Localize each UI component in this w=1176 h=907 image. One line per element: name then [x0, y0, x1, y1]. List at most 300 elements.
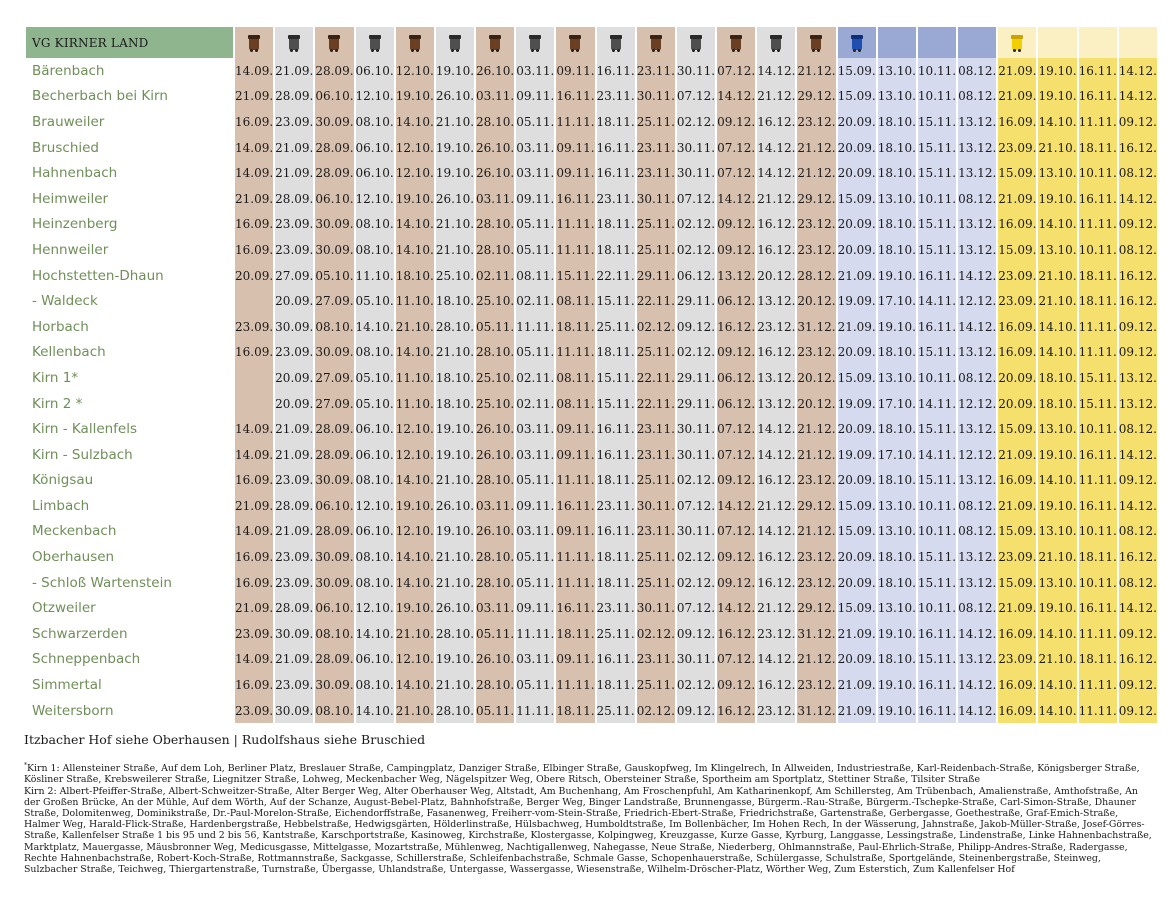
- pickup-date-cell: 15.11.: [597, 288, 635, 314]
- header-brown-column: [476, 27, 514, 58]
- pickup-date-cell: 28.10.: [436, 698, 474, 724]
- pickup-date-cell: 14.10.: [1038, 468, 1076, 494]
- table-row: [26, 135, 1157, 161]
- pickup-date-cell: 13.10.: [878, 186, 916, 212]
- table-row: [26, 647, 1157, 673]
- pickup-date-cell: 18.11.: [597, 109, 635, 135]
- pickup-date-cell: 16.09.: [998, 672, 1036, 698]
- pickup-date-cell: 21.09.: [275, 416, 313, 442]
- pickup-date-cell: 13.10.: [1038, 570, 1076, 596]
- pickup-date-cell: 27.09.: [275, 263, 313, 289]
- grey-bin-icon: [690, 35, 702, 51]
- pickup-date-cell: 18.11.: [597, 672, 635, 698]
- pickup-date-cell: 16.11.: [918, 263, 956, 289]
- pickup-date-cell: 06.12.: [677, 263, 715, 289]
- pickup-date-cell: 14.12.: [757, 160, 795, 186]
- pickup-date-cell: 25.11.: [597, 621, 635, 647]
- pickup-date-cell: 21.09.: [275, 519, 313, 545]
- pickup-date-cell: 16.12.: [717, 314, 755, 340]
- pickup-date-cell: 09.12.: [677, 621, 715, 647]
- pickup-date-cell: 16.12.: [717, 698, 755, 724]
- pickup-date-cell: 23.09.: [275, 212, 313, 238]
- pickup-date-cell: 28.09.: [315, 519, 353, 545]
- header-brown-column: [396, 27, 434, 58]
- pickup-date-cell: 11.11.: [556, 109, 594, 135]
- pickup-date-cell: 21.09.: [998, 442, 1036, 468]
- pickup-date-cell: 16.09.: [235, 109, 273, 135]
- pickup-date-cell: 23.11.: [597, 493, 635, 519]
- pickup-date-cell: 02.12.: [637, 698, 675, 724]
- pickup-date-cell: 16.11.: [1079, 186, 1117, 212]
- pickup-date-cell: 18.10.: [878, 570, 916, 596]
- pickup-date-cell: 15.09.: [838, 84, 876, 110]
- pickup-date-cell: 05.11.: [516, 340, 554, 366]
- pickup-date-cell: 03.11.: [516, 160, 554, 186]
- pickup-date-cell: 12.10.: [396, 160, 434, 186]
- pickup-date-cell: 08.10.: [315, 621, 353, 647]
- pickup-date-cell: 11.11.: [556, 672, 594, 698]
- location-name: Heinzenberg: [32, 216, 118, 233]
- pickup-date-cell: 13.12.: [958, 135, 996, 161]
- pickup-date-cell: 09.12.: [1119, 212, 1157, 238]
- pickup-date-cell: 28.12.: [797, 263, 835, 289]
- grey-bin-icon: [449, 35, 461, 51]
- pickup-date-cell: 16.09.: [998, 621, 1036, 647]
- pickup-date-cell: 14.12.: [958, 314, 996, 340]
- pickup-date-cell: 18.11.: [597, 340, 635, 366]
- pickup-date-cell: 14.12.: [757, 442, 795, 468]
- pickup-date-cell: 30.11.: [637, 186, 675, 212]
- pickup-date-cell: 30.11.: [637, 84, 675, 110]
- pickup-date-cell: 28.10.: [476, 109, 514, 135]
- pickup-date-cell: 02.12.: [637, 621, 675, 647]
- pickup-date-cell: 21.09.: [998, 493, 1036, 519]
- pickup-date-cell: 02.12.: [677, 570, 715, 596]
- header-blue-column: [958, 27, 996, 58]
- pickup-date-cell: 16.11.: [597, 647, 635, 673]
- pickup-date-cell: 13.10.: [1038, 416, 1076, 442]
- pickup-date-cell: 23.11.: [637, 160, 675, 186]
- pickup-date-cell: 13.10.: [878, 58, 916, 84]
- pickup-date-cell: 23.09.: [275, 672, 313, 698]
- pickup-date-cell: 21.10.: [396, 698, 434, 724]
- pickup-date-cell: 16.09.: [998, 340, 1036, 366]
- pickup-date-cell: 09.12.: [717, 237, 755, 263]
- header-brown-column: [717, 27, 755, 58]
- pickup-date-cell: 18.10.: [878, 416, 916, 442]
- pickup-date-cell: 19.10.: [1038, 186, 1076, 212]
- pickup-date-cell: 21.12.: [797, 519, 835, 545]
- pickup-date-cell: 19.10.: [878, 263, 916, 289]
- grey-bin-icon: [369, 35, 381, 51]
- pickup-date-cell: 19.10.: [1038, 493, 1076, 519]
- pickup-date-cell: 14.10.: [1038, 109, 1076, 135]
- pickup-date-cell: 05.11.: [476, 314, 514, 340]
- pickup-date-cell: 26.10.: [476, 58, 514, 84]
- pickup-date-cell: 18.10.: [878, 468, 916, 494]
- pickup-date-cell: 13.12.: [958, 647, 996, 673]
- pickup-date-cell: 15.11.: [918, 340, 956, 366]
- pickup-date-cell: 15.09.: [838, 365, 876, 391]
- pickup-date-cell: 21.09.: [275, 442, 313, 468]
- table-row: [26, 416, 1157, 442]
- header-blue-column: [838, 27, 876, 58]
- pickup-date-cell: 13.12.: [757, 288, 795, 314]
- pickup-date-cell: 20.09.: [998, 391, 1036, 417]
- pickup-date-cell: 02.12.: [677, 340, 715, 366]
- pickup-date-cell: 15.11.: [1079, 365, 1117, 391]
- pickup-date-cell: 28.10.: [476, 237, 514, 263]
- pickup-date-cell: 23.12.: [797, 109, 835, 135]
- pickup-date-cell: 21.10.: [396, 621, 434, 647]
- header-grey-column: [356, 27, 394, 58]
- pickup-date-cell: 28.09.: [315, 58, 353, 84]
- pickup-date-cell: 31.12.: [797, 698, 835, 724]
- pickup-date-cell: 23.12.: [757, 314, 795, 340]
- pickup-date-cell: 18.11.: [597, 570, 635, 596]
- table-row: [26, 595, 1157, 621]
- pickup-date-cell: 18.11.: [597, 212, 635, 238]
- pickup-date-cell: 15.09.: [838, 186, 876, 212]
- pickup-date-cell: 08.10.: [356, 544, 394, 570]
- pickup-date-cell: 21.09.: [838, 314, 876, 340]
- pickup-date-cell: 16.12.: [757, 570, 795, 596]
- pickup-date-cell: 09.12.: [717, 672, 755, 698]
- pickup-date-cell: 06.10.: [315, 186, 353, 212]
- pickup-date-cell: 21.09.: [275, 160, 313, 186]
- table-row: [26, 391, 1157, 417]
- header-row: [26, 27, 1157, 58]
- pickup-date-cell: 26.10.: [436, 186, 474, 212]
- pickup-date-cell: 15.11.: [918, 237, 956, 263]
- pickup-date-cell: 08.11.: [556, 365, 594, 391]
- pickup-date-cell: 14.10.: [396, 109, 434, 135]
- pickup-date-cell: 15.09.: [838, 493, 876, 519]
- pickup-date-cell: 09.12.: [1119, 340, 1157, 366]
- pickup-date-cell: 21.12.: [757, 84, 795, 110]
- location-name: Kellenbach: [32, 344, 106, 361]
- pickup-date-cell: 15.09.: [998, 519, 1036, 545]
- pickup-date-cell: 16.11.: [556, 493, 594, 519]
- pickup-date-cell: 02.12.: [677, 237, 715, 263]
- pickup-date-cell: 22.11.: [637, 391, 675, 417]
- pickup-date-cell: 07.12.: [717, 135, 755, 161]
- pickup-date-cell: 21.10.: [1038, 135, 1076, 161]
- pickup-date-cell: 12.10.: [396, 58, 434, 84]
- pickup-date-cell: 15.09.: [998, 416, 1036, 442]
- table-row: [26, 58, 1157, 84]
- pickup-date-cell: 19.10.: [396, 493, 434, 519]
- pickup-date-cell: 16.09.: [998, 109, 1036, 135]
- pickup-date-cell: 10.11.: [1079, 237, 1117, 263]
- pickup-date-cell: 21.09.: [838, 698, 876, 724]
- pickup-date-cell: 20.12.: [797, 391, 835, 417]
- pickup-date-cell: 15.11.: [918, 570, 956, 596]
- pickup-date-cell: 02.11.: [476, 263, 514, 289]
- pickup-date-cell: 30.09.: [315, 109, 353, 135]
- pickup-date-cell: 23.09.: [998, 263, 1036, 289]
- pickup-date-cell: 03.11.: [516, 416, 554, 442]
- pickup-date-cell: 12.10.: [396, 135, 434, 161]
- pickup-date-cell: 07.12.: [717, 519, 755, 545]
- pickup-date-cell: 14.10.: [1038, 314, 1076, 340]
- pickup-date-cell: 21.12.: [757, 493, 795, 519]
- pickup-date-cell: 02.11.: [516, 365, 554, 391]
- pickup-date-cell: 14.12.: [1119, 186, 1157, 212]
- pickup-date-cell: 30.09.: [275, 314, 313, 340]
- footnote-kirn1-text: Kirn 1: Allensteiner Straße, Auf dem Loh, Berliner Platz, Breslauer Straße, Campingplatz, Danziger Straße, Elbinger Straße, Gauskopfweg, Im Klingelrech, In Allweiden, Industriestraße, Karl-Reidenbach-Straße, Königsberger Straße, Kösliner Straße, Krebsweilerer Straße, Liegnitzer Straße, Lohweg, Meckenbacher Weg, Nägelspitzer Weg, Obere Ritsch, Obersteiner Straße, Sportheim am Sportplatz, Stettiner Straße, Tilsiter Straße: [24, 763, 1140, 786]
- pickup-date-cell: 06.10.: [356, 647, 394, 673]
- pickup-date-cell: 26.10.: [436, 84, 474, 110]
- pickup-date-cell: 11.11.: [556, 212, 594, 238]
- pickup-date-cell: 20.09.: [838, 237, 876, 263]
- pickup-date-cell: 16.09.: [998, 314, 1036, 340]
- pickup-date-cell: 20.09.: [838, 647, 876, 673]
- pickup-date-cell: 18.10.: [1038, 391, 1076, 417]
- pickup-date-cell: 14.12.: [958, 263, 996, 289]
- pickup-date-cell: 07.12.: [677, 186, 715, 212]
- pickup-date-cell: 18.10.: [878, 237, 916, 263]
- location-name: Otzweiler: [32, 600, 96, 617]
- grey-bin-icon: [610, 35, 622, 51]
- pickup-date-cell: 16.12.: [1119, 263, 1157, 289]
- pickup-date-cell: 16.12.: [757, 212, 795, 238]
- pickup-date-cell: 13.10.: [878, 595, 916, 621]
- pickup-date-cell: 09.12.: [717, 340, 755, 366]
- location-name: Becherbach bei Kirn: [32, 88, 168, 105]
- pickup-date-cell: 16.09.: [235, 468, 273, 494]
- pickup-date-cell: 16.12.: [1119, 544, 1157, 570]
- location-name: Oberhausen: [32, 549, 115, 566]
- pickup-date-cell: 16.11.: [597, 160, 635, 186]
- pickup-date-cell: 03.11.: [516, 647, 554, 673]
- pickup-date-cell: 02.12.: [637, 314, 675, 340]
- pickup-date-cell: 23.12.: [757, 621, 795, 647]
- pickup-date-cell: 08.10.: [315, 698, 353, 724]
- pickup-date-cell: 23.09.: [235, 698, 273, 724]
- table-row: [26, 109, 1157, 135]
- header-brown-column: [315, 27, 353, 58]
- pickup-date-cell: 21.09.: [998, 84, 1036, 110]
- pickup-date-cell: 21.09.: [235, 493, 273, 519]
- pickup-date-cell: 19.10.: [396, 84, 434, 110]
- pickup-date-cell: 11.10.: [396, 365, 434, 391]
- pickup-date-cell: 11.11.: [1079, 468, 1117, 494]
- pickup-date-cell: 23.09.: [275, 237, 313, 263]
- pickup-date-cell: 30.11.: [677, 442, 715, 468]
- pickup-date-cell: 10.11.: [1079, 570, 1117, 596]
- pickup-date-cell: 14.10.: [1038, 340, 1076, 366]
- pickup-date-cell: 30.11.: [677, 160, 715, 186]
- pickup-date-cell: 20.09.: [235, 263, 273, 289]
- pickup-date-cell: 16.11.: [918, 621, 956, 647]
- pickup-date-cell: 13.10.: [878, 84, 916, 110]
- pickup-date-cell: 15.11.: [918, 468, 956, 494]
- pickup-date-cell: 09.12.: [717, 109, 755, 135]
- pickup-date-cell: 08.10.: [315, 314, 353, 340]
- table-row: [26, 186, 1157, 212]
- pickup-date-cell: 30.09.: [315, 544, 353, 570]
- pickup-date-cell: 23.11.: [637, 135, 675, 161]
- pickup-date-cell: 21.09.: [998, 595, 1036, 621]
- pickup-date-cell: 15.11.: [597, 365, 635, 391]
- pickup-date-cell: 09.12.: [1119, 314, 1157, 340]
- pickup-date-cell: 18.11.: [1079, 544, 1117, 570]
- pickup-date-cell: 23.12.: [797, 237, 835, 263]
- pickup-date-cell: 28.10.: [436, 621, 474, 647]
- pickup-date-cell: 05.10.: [315, 263, 353, 289]
- pickup-date-cell: 27.09.: [315, 365, 353, 391]
- pickup-date-cell: 13.12.: [958, 570, 996, 596]
- pickup-date-cell: 09.12.: [1119, 468, 1157, 494]
- pickup-date-cell: 14.10.: [356, 621, 394, 647]
- pickup-date-cell: 16.11.: [556, 186, 594, 212]
- pickup-date-cell: 14.12.: [1119, 84, 1157, 110]
- pickup-date-cell: 23.11.: [597, 595, 635, 621]
- pickup-date-cell: 07.12.: [677, 493, 715, 519]
- pickup-date-cell: [235, 391, 273, 417]
- pickup-date-cell: 21.09.: [838, 621, 876, 647]
- pickup-date-cell: 14.12.: [1119, 595, 1157, 621]
- pickup-date-cell: 08.10.: [356, 109, 394, 135]
- pickup-date-cell: 22.11.: [637, 365, 675, 391]
- pickup-date-cell: 11.11.: [1079, 212, 1117, 238]
- location-name: - Schloß Wartenstein: [32, 574, 172, 591]
- pickup-date-cell: 03.11.: [476, 493, 514, 519]
- pickup-date-cell: 19.10.: [436, 58, 474, 84]
- pickup-date-cell: 20.09.: [838, 416, 876, 442]
- pickup-date-cell: 02.12.: [677, 212, 715, 238]
- pickup-date-cell: 15.11.: [918, 160, 956, 186]
- pickup-date-cell: 26.10.: [476, 442, 514, 468]
- pickup-date-cell: 13.12.: [958, 416, 996, 442]
- pickup-date-cell: 21.09.: [275, 647, 313, 673]
- pickup-date-cell: 28.10.: [476, 468, 514, 494]
- pickup-date-cell: 22.11.: [597, 263, 635, 289]
- pickup-date-cell: 20.09.: [275, 391, 313, 417]
- brown-bin-icon: [569, 35, 581, 51]
- pickup-date-cell: 09.11.: [516, 493, 554, 519]
- pickup-date-cell: 30.11.: [637, 595, 675, 621]
- pickup-date-cell: 17.10.: [878, 288, 916, 314]
- pickup-date-cell: 15.11.: [556, 263, 594, 289]
- pickup-date-cell: 28.10.: [476, 672, 514, 698]
- pickup-date-cell: 21.10.: [436, 340, 474, 366]
- pickup-date-cell: 26.10.: [436, 493, 474, 519]
- pickup-date-cell: 23.11.: [637, 519, 675, 545]
- pickup-date-cell: 03.11.: [476, 84, 514, 110]
- pickup-date-cell: 09.12.: [717, 212, 755, 238]
- pickup-date-cell: 08.12.: [958, 186, 996, 212]
- pickup-date-cell: 19.10.: [1038, 595, 1076, 621]
- pickup-date-cell: 10.11.: [1079, 160, 1117, 186]
- footnote-kirn2-text: Kirn 2: Albert-Pfeiffer-Straße, Albert-Schweitzer-Straße, Alter Berger Weg, Alter Oberhauser Weg, Altstadt, Am Buchenhang, Am Froschenpfuhl, Am Katharinenkopf, Am Schillersteg, Am Trübenbach, Amalienstraße, Amthofstraße, An der Großen Brücke, An der Mühle, Auf dem Wörth, Auf der Schanze, August-Bebel-Platz, Bahnhofstraße, Berger Weg, Binger Landstraße, Brunnengasse, Bürgerm.-Rau-Straße, Bürgerm.-Tschepke-Straße, Carl-Simon-Straße, Dhauner Straße, Dolomitenweg, Dominikstraße, Dr.-Paul-Morelon-Straße, Eichendorffstraße, Fasanenweg, Freiherr-vom-Stein-Straße, Friedrich-Ebert-Straße, Friedrichstraße, Gartenstraße, Gerbergasse, Goethestraße, Graf-Emich-Straße, Halmer Weg, Harald-Flick-Straße, Hardenbergstraße, Hebbelstraße, Hedwigsgärten, Hölderlinstraße, Hülsbachweg, Humboldtstraße, Im Bollenbächer, Im Hohen Rech, In der Wässerung, Jahnstraße, Jakob-Müller-Straße, Josef-Görres-Straße, Kallenfelser Straße 1 bis 95 und 2 bis 56, Kantstraße, Karschportstraße, Kasinoweg, Kirchstraße, Klostergasse, Kolpingweg, Kreuzgasse, Kurze Gasse, Kyrburg, Langgasse, Lessingstraße, Lindenstraße, Linke Hahnenbachstraße, Marktplatz, Mauergasse, Mäusbronner Weg, Medicusgasse, Mittelgasse, Mozartstraße, Mühlenweg, Nachtigallenweg, Nahegasse, Neue Straße, Niederberg, Ohlmannstraße, Paul-Ehrlich-Straße, Philipp-Andres-Straße, Radergasse, Rechte Hahnenbachstraße, Robert-Koch-Straße, Rottmannstraße, Sackgasse, Schillerstraße, Schleifenbachstraße, Schmale Gasse, Schopenhauerstraße, Schülergasse, Schulstraße, Sportgelände, Steinenbergstraße, Steinweg, Sulzbacher Straße, Teichweg, Thiergartenstraße, Turnstraße, Übergasse, Uhlandstraße, Untergasse, Wassergasse, Wiesenstraße, Wilhelm-Dröscher-Platz, Wörther Weg, Zum Esterstich, Zum Kallenfelser Hof: [24, 785, 1152, 875]
- pickup-date-cell: 06.12.: [717, 365, 755, 391]
- pickup-date-cell: 13.10.: [1038, 519, 1076, 545]
- pickup-date-cell: 08.12.: [958, 58, 996, 84]
- pickup-date-cell: 30.09.: [275, 698, 313, 724]
- pickup-date-cell: 23.12.: [797, 544, 835, 570]
- table-row: [26, 544, 1157, 570]
- location-name: Schneppenbach: [32, 651, 141, 668]
- location-name: Bärenbach: [32, 62, 105, 79]
- pickup-date-cell: 28.10.: [476, 544, 514, 570]
- pickup-date-cell: 28.09.: [275, 595, 313, 621]
- pickup-date-cell: 18.10.: [1038, 365, 1076, 391]
- pickup-date-cell: 28.10.: [476, 570, 514, 596]
- pickup-date-cell: 29.11.: [677, 288, 715, 314]
- pickup-date-cell: 16.11.: [556, 84, 594, 110]
- pickup-date-cell: 16.11.: [918, 698, 956, 724]
- pickup-date-cell: 08.10.: [356, 468, 394, 494]
- pickup-date-cell: 23.12.: [797, 672, 835, 698]
- pickup-date-cell: 23.11.: [597, 84, 635, 110]
- pickup-date-cell: 23.09.: [998, 647, 1036, 673]
- header-grey-column: [757, 27, 795, 58]
- pickup-date-cell: 07.12.: [677, 84, 715, 110]
- pickup-date-cell: 15.11.: [1079, 391, 1117, 417]
- pickup-date-cell: 14.12.: [757, 647, 795, 673]
- pickup-date-cell: 29.12.: [797, 595, 835, 621]
- header-grey-column: [275, 27, 313, 58]
- table-row: [26, 314, 1157, 340]
- pickup-date-cell: 05.11.: [476, 698, 514, 724]
- table-row: [26, 621, 1157, 647]
- pickup-date-cell: 21.12.: [757, 186, 795, 212]
- pickup-date-cell: 13.10.: [1038, 237, 1076, 263]
- pickup-date-cell: 08.12.: [1119, 570, 1157, 596]
- pickup-date-cell: 11.10.: [396, 288, 434, 314]
- pickup-date-cell: 19.09.: [838, 442, 876, 468]
- pickup-date-cell: 19.10.: [1038, 84, 1076, 110]
- pickup-date-cell: 11.11.: [1079, 672, 1117, 698]
- pickup-date-cell: 06.10.: [356, 442, 394, 468]
- pickup-date-cell: 28.09.: [315, 416, 353, 442]
- brown-bin-icon: [810, 35, 822, 51]
- pickup-date-cell: 28.10.: [476, 212, 514, 238]
- pickup-date-cell: 07.12.: [717, 442, 755, 468]
- pickup-date-cell: 30.09.: [315, 340, 353, 366]
- pickup-date-cell: 08.12.: [1119, 237, 1157, 263]
- pickup-date-cell: 16.11.: [1079, 442, 1117, 468]
- pickup-date-cell: 11.10.: [356, 263, 394, 289]
- location-name: Kirn - Kallenfels: [32, 421, 138, 438]
- pickup-date-cell: 21.09.: [235, 186, 273, 212]
- header-brown-column: [637, 27, 675, 58]
- table-row: [26, 160, 1157, 186]
- pickup-date-cell: 25.11.: [597, 698, 635, 724]
- pickup-date-cell: 21.12.: [757, 595, 795, 621]
- pickup-date-cell: 19.10.: [436, 519, 474, 545]
- pickup-date-cell: 21.09.: [838, 672, 876, 698]
- pickup-date-cell: 21.09.: [998, 186, 1036, 212]
- table-row: [26, 340, 1157, 366]
- pickup-date-cell: 13.12.: [958, 160, 996, 186]
- pickup-date-cell: 09.12.: [717, 544, 755, 570]
- pickup-date-cell: 25.10.: [436, 263, 474, 289]
- pickup-date-cell: 14.12.: [958, 672, 996, 698]
- pickup-date-cell: 18.11.: [1079, 263, 1117, 289]
- pickup-date-cell: 30.09.: [315, 672, 353, 698]
- pickup-date-cell: 18.11.: [556, 698, 594, 724]
- pickup-date-cell: 31.12.: [797, 314, 835, 340]
- pickup-date-cell: 15.11.: [918, 212, 956, 238]
- pickup-date-cell: 13.10.: [878, 365, 916, 391]
- header-grey-column: [436, 27, 474, 58]
- pickup-date-cell: 19.10.: [396, 595, 434, 621]
- pickup-date-cell: 29.11.: [677, 391, 715, 417]
- pickup-date-cell: 16.09.: [998, 212, 1036, 238]
